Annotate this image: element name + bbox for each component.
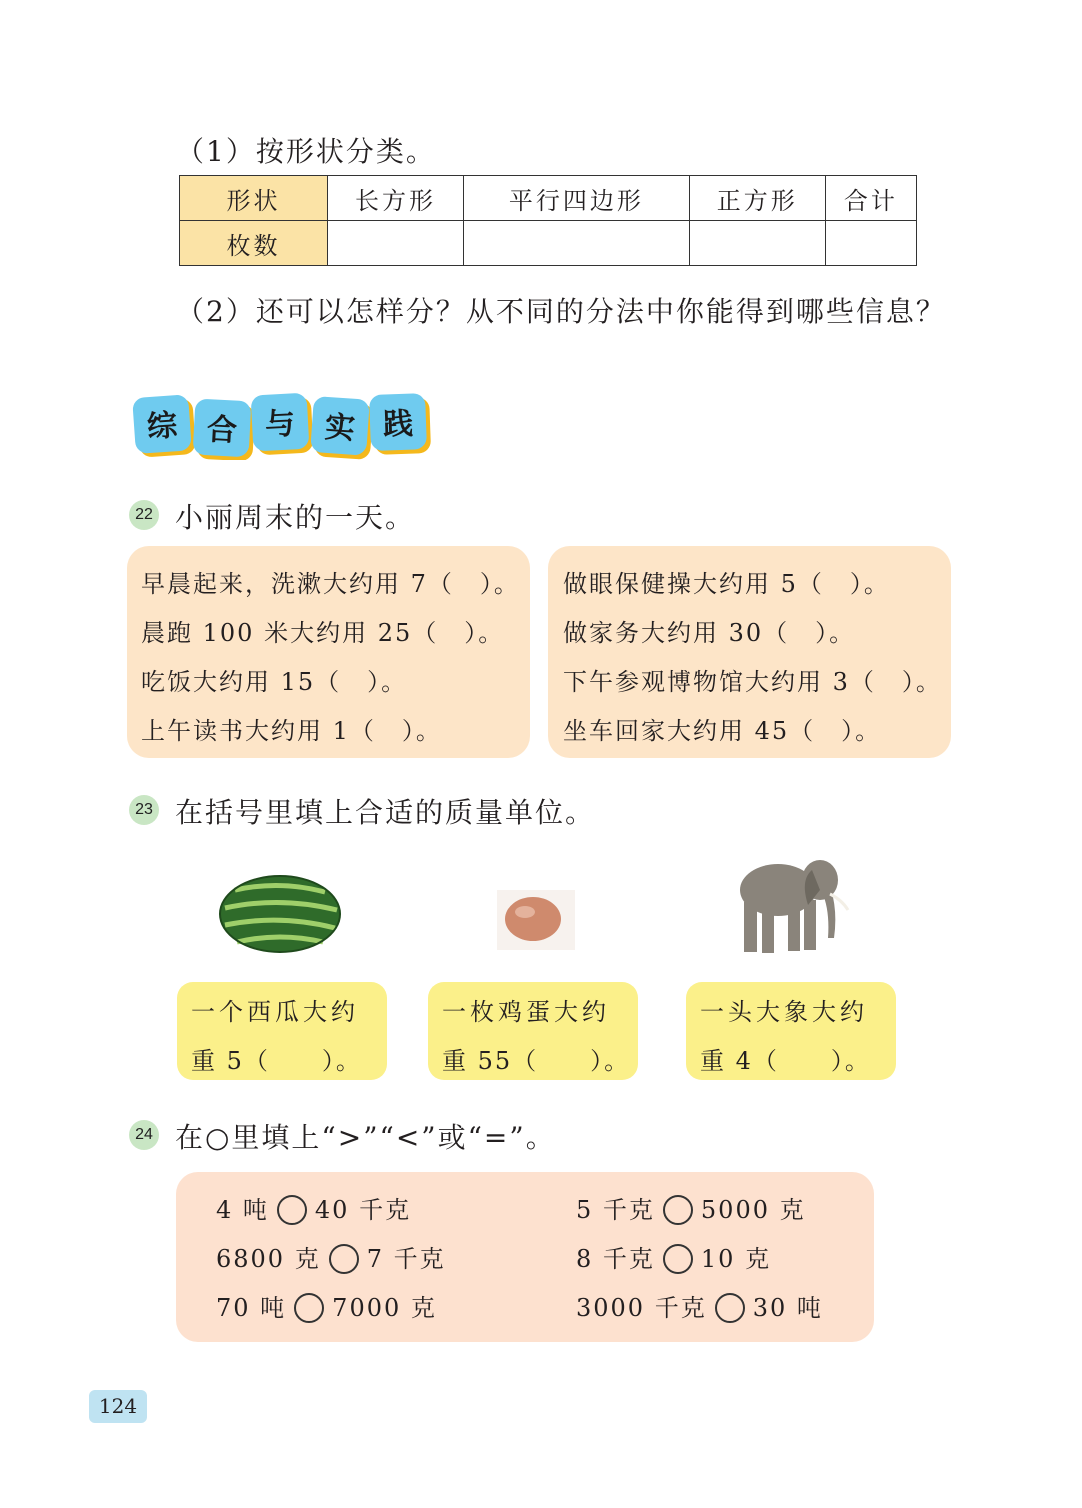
banner-char: 与 bbox=[264, 406, 297, 443]
problem-22-title: 小丽周末的一天。 bbox=[175, 501, 416, 534]
question-2: （2）还可以怎样分？从不同的分法中你能得到哪些信息？ bbox=[176, 295, 946, 328]
compare-item: 4 吨 40 千克 bbox=[216, 1196, 412, 1224]
compare-circle[interactable] bbox=[715, 1293, 745, 1323]
elephant-image bbox=[730, 850, 855, 960]
problem-number-badge: 24 bbox=[129, 1120, 159, 1150]
banner-char: 实 bbox=[323, 409, 357, 447]
card-text: 一头大象大约 bbox=[700, 998, 868, 1026]
schedule-line: 做家务大约用 30（ ）。 bbox=[563, 619, 856, 647]
answer-cell[interactable] bbox=[464, 221, 690, 266]
schedule-line: 晨跑 100 米大约用 25（ ）。 bbox=[141, 619, 505, 647]
compare-item: 6800 克 7 千克 bbox=[216, 1245, 446, 1273]
table-row bbox=[180, 176, 917, 221]
card-text: 一枚鸡蛋大约 bbox=[442, 998, 610, 1026]
shape-table bbox=[179, 175, 917, 266]
compare-item: 8 千克 10 克 bbox=[576, 1245, 772, 1273]
compare-circle[interactable] bbox=[294, 1293, 324, 1323]
section-banner bbox=[130, 390, 440, 460]
answer-cell[interactable] bbox=[689, 221, 825, 266]
table-cell: 平行四边形 bbox=[464, 176, 690, 221]
schedule-line: 上午读书大约用 1（ ）。 bbox=[141, 717, 442, 745]
page-number: 124 bbox=[89, 1390, 147, 1423]
header-cell: 形状 bbox=[180, 176, 328, 221]
banner-char: 合 bbox=[205, 412, 238, 449]
compare-item: 70 吨 7000 克 bbox=[216, 1294, 437, 1322]
compare-circle[interactable] bbox=[277, 1195, 307, 1225]
card-text: 重 5（ ）。 bbox=[191, 1047, 362, 1075]
answer-cell[interactable] bbox=[825, 221, 916, 266]
card-text: 重 4（ ）。 bbox=[700, 1047, 871, 1075]
compare-circle[interactable] bbox=[663, 1195, 693, 1225]
banner-char: 践 bbox=[382, 406, 414, 443]
answer-cell[interactable] bbox=[328, 221, 464, 266]
table-cell: 长方形 bbox=[328, 176, 464, 221]
watermelon-image bbox=[215, 870, 345, 955]
table-row bbox=[180, 221, 917, 266]
banner-char: 综 bbox=[145, 408, 179, 446]
row-label-cell: 枚数 bbox=[180, 221, 328, 266]
card-text: 一个西瓜大约 bbox=[191, 998, 359, 1026]
table-cell: 正方形 bbox=[689, 176, 825, 221]
compare-circle[interactable] bbox=[663, 1244, 693, 1274]
problem-number-badge: 23 bbox=[129, 795, 159, 825]
schedule-line: 早晨起来，洗漱大约用 7（ ）。 bbox=[141, 570, 520, 598]
schedule-line: 做眼保健操大约用 5（ ）。 bbox=[563, 570, 890, 598]
schedule-line: 坐车回家大约用 45（ ）。 bbox=[563, 717, 882, 745]
schedule-line: 下午参观博物馆大约用 3（ ）。 bbox=[563, 668, 942, 696]
table-cell: 合计 bbox=[825, 176, 916, 221]
schedule-line: 吃饭大约用 15（ ）。 bbox=[141, 668, 408, 696]
question-1: （1）按形状分类。 bbox=[176, 135, 436, 168]
compare-item: 5 千克 5000 克 bbox=[576, 1196, 806, 1224]
problem-23-title: 在括号里填上合适的质量单位。 bbox=[175, 796, 596, 829]
problem-24-title: 在○里填上“>”“<”或“=”。 bbox=[175, 1121, 556, 1154]
problem-number-badge: 22 bbox=[129, 500, 159, 530]
card-text: 重 55（ ）。 bbox=[442, 1047, 631, 1075]
egg-image bbox=[497, 890, 575, 950]
compare-circle[interactable] bbox=[329, 1244, 359, 1274]
compare-item: 3000 千克 30 吨 bbox=[576, 1294, 823, 1322]
